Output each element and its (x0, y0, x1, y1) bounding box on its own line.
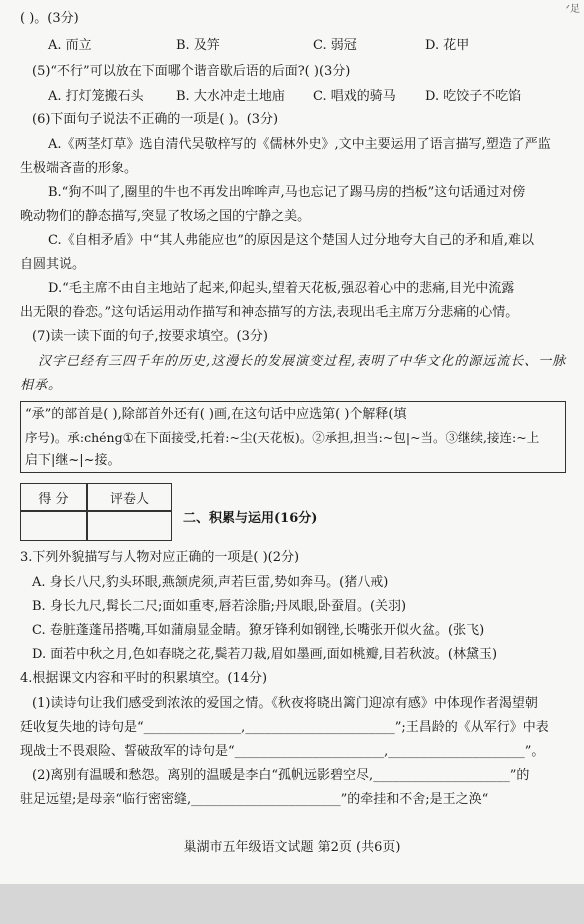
q4-p1-line2: 廷收复失地的诗句是“_______________,_______________________”;王昌龄的《从军行》中表 (20, 720, 549, 735)
q-top-stem: ( )。(3分) (20, 11, 79, 26)
q7-answer-box (20, 401, 566, 473)
q7-passage-line2: 相承。 (20, 378, 63, 393)
q5-option-a: A. 打灯笼搬石头 (48, 89, 144, 104)
q7-stem: (7)读一读下面的句子,按要求填空。(3分) (32, 329, 268, 344)
q7-box-line2: 序号)。承:chéng①在下面接受,托着:~尘(天花板)。②承担,担当:~包|~当。③继续,接连:~上 (25, 430, 540, 445)
q3-option-c: C. 卷脏蓬蓬吊搭嘴,耳如蒲扇显金睛。獠牙锋利如钢锉,长嘴张开似火盆。(张飞) (32, 623, 485, 638)
q4-p1-line1: (1)读诗句让我们感受到浓浓的爱国之情。《秋夜将晓出篱门迎凉有感》中体现作者渴望朝 (32, 696, 538, 711)
section-title: 二、积累与运用(16分) (183, 511, 318, 526)
q5-option-b: B. 大水冲走土地庙 (176, 89, 285, 104)
q6-d-line2: 出无限的眷恋。”这句话运用动作描写和神态描写的方法,表现出毛主席万分悲痛的心情。 (20, 305, 519, 320)
q6-b-line1: B.“狗不叫了,圈里的牛也不再发出哞哞声,马也忘记了踢马房的挡板”这句话通过对傍 (48, 185, 526, 200)
q3-option-b: B. 身长九尺,髯长二尺;面如重枣,唇若涂脂;丹凤眼,卧蚕眉。(关羽) (32, 599, 407, 614)
q5-option-d: D. 吃饺子不吃馅 (425, 89, 522, 104)
q-top-option-d: D. 花甲 (425, 38, 470, 53)
q6-a-line1: A.《两茎灯草》选自清代吴敬梓写的《儒林外史》,文中主要运用了语言描写,塑造了严监 (48, 137, 551, 152)
q6-c-line1: C.《自相矛盾》中“其人弗能应也”的原因是这个楚国人过分地夸大自己的矛和盾,难以 (48, 233, 535, 248)
corner-mark: ᐟ足 (565, 4, 580, 15)
q3-option-a: A. 身长八尺,豹头环眼,燕颔虎须,声若巨雷,势如奔马。(猪八戒) (32, 575, 389, 590)
page-footer: 巢湖市五年级语文试题 第2页 (共6页) (183, 840, 401, 855)
q-top-option-c: C. 弱冠 (313, 38, 357, 53)
q4-stem: 4.根据课文内容和平时的积累填空。(14分) (20, 671, 268, 686)
q7-box-line1: “承”的部首是( ),除部首外还有( )画,在这句话中应选第( )个解释(填 (25, 407, 407, 422)
q-top-option-b: B. 及笄 (176, 38, 220, 53)
q6-c-line2: 自圆其说。 (20, 257, 86, 272)
q6-d-line1: D.“毛主席不由自主地站了起来,仰起头,望着天花板,强忍着心中的悲痛,目光中流露 (48, 281, 515, 296)
q6-stem: (6)下面句子说法不正确的一项是( )。(3分) (32, 112, 279, 127)
q4-p2-line1: (2)离别有温暖和愁怨。离别的温暖是李白“孤帆远影碧空尽,_____________________”的 (32, 768, 530, 783)
q3-option-d: D. 面若中秋之月,色如春晓之花,鬓若刀裁,眉如墨画,面如桃瓣,目若秋波。(林黛玉) (32, 647, 498, 662)
q6-a-line2: 生极端吝啬的形象。 (20, 161, 138, 176)
q3-stem: 3.下列外貌描写与人物对应正确的一项是( )(2分) (20, 550, 300, 565)
q5-option-c: C. 唱戏的骑马 (313, 89, 396, 104)
score-table (20, 483, 172, 541)
score-header: 得 分 (38, 492, 69, 507)
q6-b-line2: 晚动物们的静态描写,突显了牧场之国的宁静之美。 (20, 209, 311, 224)
q4-p2-line2: 驻足远望;是母亲“临行密密缝,_______________________”的牵挂和不舍;是王之涣“ (20, 792, 489, 807)
score-table-divider-h (21, 510, 171, 512)
q7-passage-line1: 汉字已经有三四千年的历史,这漫长的发展演变过程,表明了中华文化的源远流长、一脉 (38, 354, 567, 369)
q4-p1-line3: 现战士不畏艰险、誓破敌军的诗句是“_______________________,_____________________”。 (20, 744, 545, 759)
q-top-option-a: A. 而立 (48, 38, 92, 53)
q7-box-line3: 启下|继~|~接。 (25, 453, 121, 468)
scan-bottom-margin (0, 884, 584, 924)
q5-stem: (5)“不行”可以放在下面哪个谐音歇后语的后面?( )(3分) (32, 64, 351, 79)
grader-header: 评卷人 (109, 492, 149, 507)
